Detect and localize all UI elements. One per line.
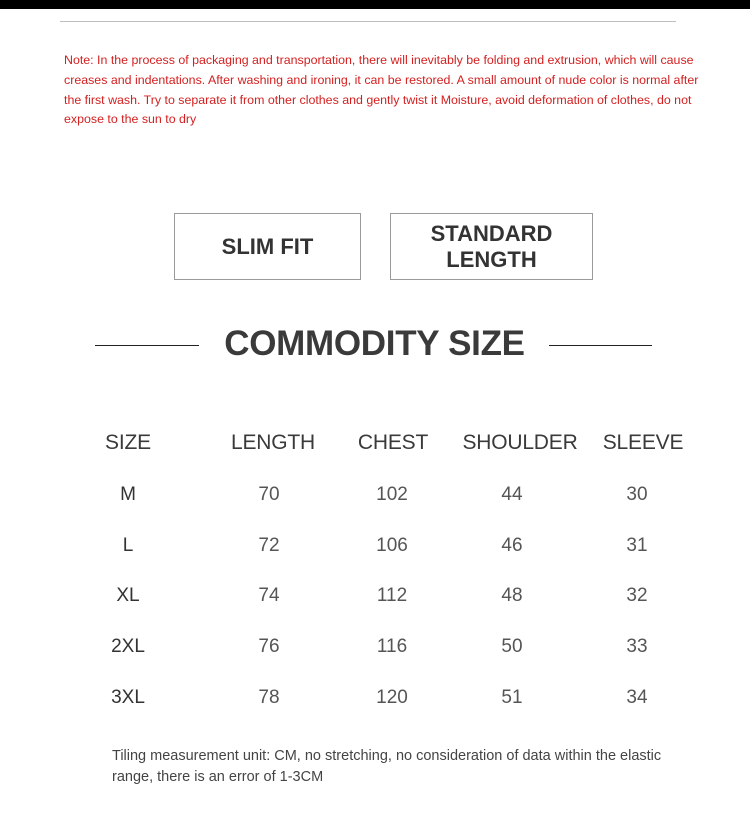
standard-length-badge [390,213,593,280]
shoulder-cell: 50 [501,636,523,657]
column-header-shoulder: SHOULDER [462,431,578,454]
column-header-sleeve: SLEEVE [602,431,684,454]
sleeve-cell: 32 [626,585,648,606]
length-cell: 74 [258,585,280,606]
measurement-note: Tiling measurement unit: CM, no stretching, no consideration of data within the elastic range, there is an error of 1-3CM [112,748,662,785]
size-cell: 2XL [111,636,145,657]
sleeve-cell: 33 [626,636,648,657]
chest-cell: 116 [376,636,408,657]
sleeve-cell: 31 [626,535,648,556]
length-cell: 70 [258,484,280,505]
section-heading: COMMODITY SIZE [224,324,525,363]
sleeve-cell: 34 [626,687,648,708]
standard-length-label: STANDARD LENGTH [430,220,553,272]
sleeve-cell: 30 [626,484,648,505]
heading-rule-left [95,345,199,346]
chest-cell: 106 [376,535,408,556]
chest-cell: 102 [376,484,408,505]
shoulder-cell: 46 [501,535,523,556]
heading-rule-right [549,345,652,346]
top-bar [0,0,750,9]
shoulder-cell: 48 [501,585,523,606]
chest-cell: 120 [376,687,408,708]
shoulder-cell: 44 [501,484,523,505]
chest-cell: 112 [376,585,408,606]
size-cell: XL [116,585,140,606]
size-cell: 3XL [111,687,145,708]
size-cell: M [120,484,136,505]
length-cell: 76 [258,636,280,657]
length-cell: 72 [258,535,280,556]
column-header-length: LENGTH [231,431,315,454]
care-note: Note: In the process of packaging and transportation, there will inevitably be folding and extrusion, which will cause creases and indentations. After washing and ironing, it can be restored. A small amount of nude color is normal after the first wash. Try to separate it from other clothes and gently twist it Moisture, avoid deformation of clothes, do not expose to the sun to dry [64,53,699,127]
column-header-chest: CHEST [357,431,429,454]
slim-fit-label: SLIM FIT [221,233,314,259]
slim-fit-badge [174,213,361,280]
column-header-size: SIZE [105,431,151,454]
top-divider [60,21,676,22]
size-cell: L [122,535,134,556]
length-cell: 78 [258,687,280,708]
shoulder-cell: 51 [501,687,523,708]
